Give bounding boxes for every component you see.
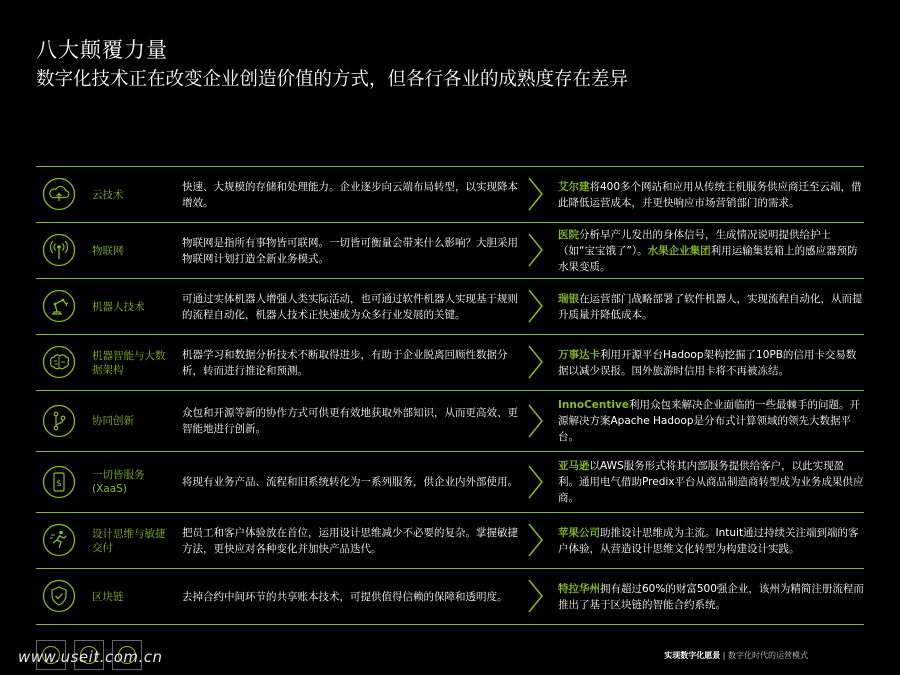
example-text: 分析早产儿发出的身体信号，生成情况说明提供给护士（如“宝宝饿了”）。 xyxy=(558,228,831,257)
example-text-2: 利用运输集装箱上的感应器预防水果变质。 xyxy=(558,244,858,273)
example-text: 利用众包来解决企业面临的一些最棘手的问题。开源解决方案Apache Hadoop是分布式计算领域的领先大数据平台。 xyxy=(558,399,860,443)
chevron-right-icon xyxy=(526,288,546,324)
table-row xyxy=(36,390,864,451)
footer-separator: | xyxy=(722,651,726,660)
table-row xyxy=(36,166,864,222)
chevron-right-icon xyxy=(526,403,546,439)
example-company: InnoCentive xyxy=(558,399,629,411)
row-description: 机器学习和数据分析技术不断取得进步，有助于企业脱离回顾性数据分析，转而进行推论和预测。 xyxy=(182,348,508,377)
example-text: 在运营部门战略部署了软件机器人，实现流程自动化，从而提升质量并降低成本。 xyxy=(558,292,863,321)
table-row xyxy=(36,278,864,334)
row-example xyxy=(558,179,864,211)
example-text: 将400多个网站和应用从传统主机服务供应商迁至云端，借此降低运营成本，并更快响应市场营销部门的需求。 xyxy=(558,180,862,209)
example-text: 助推设计思维成为主流。Intuit通过持续关注端到端的客户体验，从营造设计思维文化转型为构建设计实践。 xyxy=(558,526,859,555)
example-company: 亚马逊 xyxy=(558,460,590,472)
row-description: 把员工和客户体验放在首位，运用设计思维减少不必要的复杂。掌握敏捷方法，更快应对各种变化并加快产品迭代。 xyxy=(182,526,518,555)
chevron-right-icon xyxy=(526,176,546,212)
row-description: 去掉合约中间环节的共享账本技术，可提供值得信赖的保障和透明度。 xyxy=(182,590,508,603)
example-text: 以AWS服务形式将其内部服务提供给客户，以此实现盈利。通用电气借助Predix平台从商品制造商转型成为业务成果供应商。 xyxy=(558,460,864,504)
row-label: 设计思维与敏捷交付 xyxy=(92,527,166,554)
svg-text:$: $ xyxy=(56,479,62,489)
page-title: 八大颠覆力量 xyxy=(36,38,168,62)
table-row xyxy=(36,512,864,568)
example-text: 拥有超过60%的财富500强企业，该州为精简注册流程而推出了基于区块链的智能合约系统。 xyxy=(558,582,864,611)
brain-icon xyxy=(42,345,76,379)
row-example xyxy=(558,458,864,506)
page-subtitle: 数字化技术正在改变企业创造价值的方式，但各行各业的成熟度存在差异 xyxy=(36,69,629,90)
row-label: 云技术 xyxy=(92,188,124,201)
chevron-right-icon xyxy=(526,232,546,268)
row-label: 机器人技术 xyxy=(92,300,145,313)
row-description: 将现有业务产品、流程和旧系统转化为一系列服务，供企业内外部使用。 xyxy=(182,476,518,488)
dollar-phone-icon xyxy=(42,465,76,499)
example-company: 医院 xyxy=(558,228,579,241)
row-label: 物联网 xyxy=(92,244,124,257)
broadcast-icon xyxy=(42,233,76,267)
running-person-icon xyxy=(42,523,76,557)
footer-caption xyxy=(664,650,808,661)
example-company: 万事达卡 xyxy=(558,348,600,361)
example-company-2: 水果企业集团 xyxy=(647,244,711,257)
footer-brand: 实现数字化愿景 xyxy=(664,651,721,660)
row-example xyxy=(558,525,864,557)
shield-check-icon xyxy=(42,579,76,613)
robot-arm-icon xyxy=(42,289,76,323)
row-description: 可通过实体机器人增强人类实际活动，也可通过软件机器人实现基于规则的流程自动化，机器人技术正快速成为众多行业发展的关键。 xyxy=(182,292,518,321)
footer-section: 数字化时代的运营模式 xyxy=(728,651,808,660)
row-description: 众包和开源等新的协作方式可供更有效地获取外部知识，从而更高效、更智能地进行创新。 xyxy=(182,407,518,435)
row-example xyxy=(558,291,864,323)
row-label: 协同创新 xyxy=(92,415,134,427)
example-company: 瑞银 xyxy=(558,292,579,305)
example-company: 艾尔建 xyxy=(558,180,590,193)
chevron-right-icon xyxy=(526,464,546,500)
table-row xyxy=(36,222,864,278)
row-example xyxy=(558,347,864,379)
row-description: 快速、大规模的存储和处理能力。企业逐步向云端布局转型，以实现降本增效。 xyxy=(182,180,518,209)
example-company: 特拉华州 xyxy=(558,582,600,595)
cloud-upload-icon xyxy=(42,177,76,211)
chevron-right-icon xyxy=(526,522,546,558)
row-example xyxy=(558,581,864,613)
table-row xyxy=(36,568,864,625)
branch-icon xyxy=(42,404,76,438)
row-example xyxy=(558,227,864,275)
example-company: 苹果公司 xyxy=(558,526,600,539)
row-label: 一切皆服务(XaaS) xyxy=(92,469,145,495)
chevron-right-icon xyxy=(526,344,546,380)
table-row xyxy=(36,451,864,512)
chevron-right-icon xyxy=(526,578,546,614)
forces-table xyxy=(36,166,864,625)
row-description: 物联网是指所有事物皆可联网。一切皆可衡量会带来什么影响？大胆采用物联网计划打造全新业务模式。 xyxy=(182,236,518,265)
row-label: 区块链 xyxy=(92,590,124,603)
table-row xyxy=(36,334,864,390)
row-label: 机器智能与大数据架构 xyxy=(92,349,166,376)
watermark: www.useit.com.cn xyxy=(18,648,163,666)
example-text: 利用开源平台Hadoop架构挖掘了10PB的信用卡交易数据以减少误报。国外旅游时信用卡将不再被冻结。 xyxy=(558,348,857,377)
row-example xyxy=(558,397,864,445)
